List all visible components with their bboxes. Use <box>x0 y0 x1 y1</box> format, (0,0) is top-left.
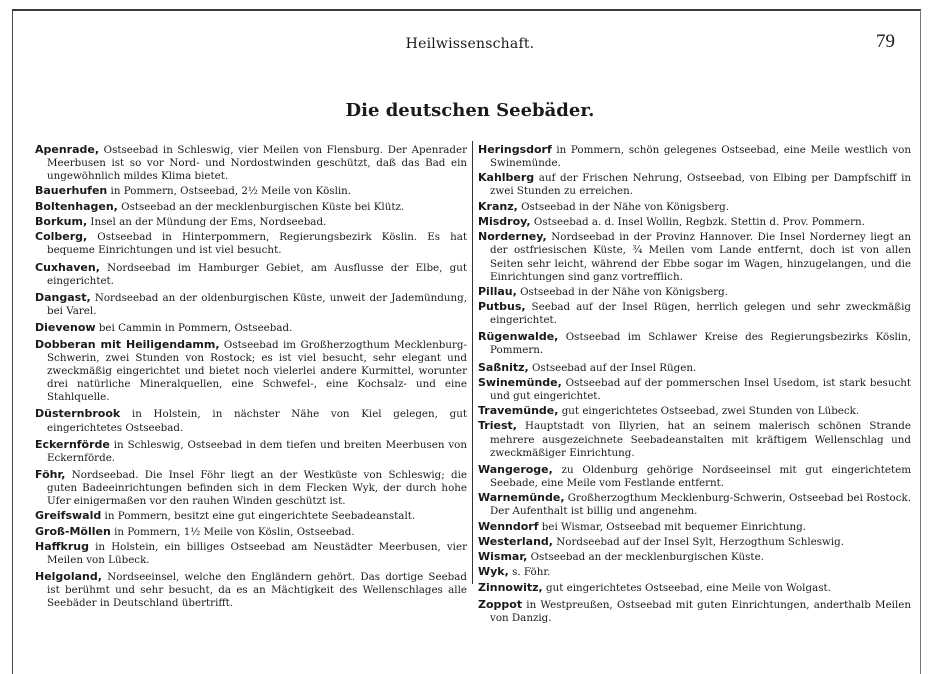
right-column <box>478 143 911 626</box>
entry <box>35 570 467 610</box>
entry-headword: Wenndorf <box>478 519 539 533</box>
entry-text: in Pommern, 1½ Meile von Köslin, Ostseebad. <box>110 525 355 538</box>
entry-text: bei Cammin in Pommern, Ostseebad. <box>95 321 293 334</box>
entry-text: Hauptstadt von Illyrien, hat an seinem malerisch schönen Strande mehrere ausgezeichnete Seebadeanstalten mit kräftigem Wellenschlag und zweckmäßiger Einrichtung. <box>490 420 911 459</box>
entry-headword: Zinnowitz, <box>478 580 543 594</box>
entry-text: Ostseebad an der mecklenburgischen Küste bei Klütz. <box>117 200 405 213</box>
entry <box>478 143 911 170</box>
entry-headword: Rügenwalde, <box>478 330 559 344</box>
entry-headword: Apenrade, <box>35 143 100 156</box>
entry <box>478 419 911 459</box>
entry <box>478 230 911 283</box>
entry <box>35 215 467 229</box>
entry-headword: Dangast, <box>35 290 91 304</box>
entry <box>478 491 911 518</box>
entry-headword: Kahlberg <box>478 171 535 185</box>
left-column <box>35 143 467 612</box>
entry-headword: Dobberan mit Heiligendamm, <box>35 337 220 351</box>
entry-text: Nordseebad. Die Insel Föhr liegt an der Westküste von Schleswig; die guten Badeeinrichtungen befinden sich in dem Flecken Wyk, der durch hohe Ufer einigermaßen vor den rauhen Winden geschützt ist. <box>47 468 467 507</box>
page-title: Die deutschen Seebäder. <box>345 100 595 121</box>
entry-headword: Norderney, <box>478 230 547 244</box>
entry-headword: Greifswald <box>35 509 102 523</box>
entry-headword: Wismar, <box>478 550 528 564</box>
entry-text: Ostseebad im Schlawer Kreise des Regierungsbezirks Köslin, Pommern. <box>490 331 911 357</box>
entry-text: in Holstein, ein billiges Ostseebad am Neustädter Meerbusen, vier Meilen von Lübeck. <box>47 540 467 566</box>
entry <box>478 376 911 403</box>
entry <box>478 361 911 375</box>
entry <box>478 535 911 549</box>
entry-headword: Swinemünde, <box>478 375 562 389</box>
entry <box>35 338 467 404</box>
entry <box>35 230 467 257</box>
entry-text: Insel an der Mündung der Ems, Nordseebad. <box>87 216 327 229</box>
entry-text: s. Föhr. <box>508 566 551 579</box>
entry <box>35 540 467 567</box>
entry <box>35 438 467 465</box>
entry-text: Ostseebad a. d. Insel Wollin, Regbzk. Stettin d. Prov. Pommern. <box>530 216 865 229</box>
entry-text: Nordseebad im Hamburger Gebiet, am Ausflusse der Elbe, gut eingerichtet. <box>47 261 467 287</box>
entry <box>35 525 467 539</box>
entry <box>35 509 467 523</box>
entry-text: Nordseebad in der Provinz Hannover. Die Insel Norderney liegt an der ostfriesischen Küste, ¾ Meilen vom Lande entfernt, doch ist von allen Seiten sehr leicht, während der Ebbe sogar im Wagen, hinzugelangen, und die Einrichtungen sind ganz vortrefflich. <box>490 231 911 283</box>
entry-text: gut eingerichtetes Ostseebad, eine Meile von Wolgast. <box>542 581 831 594</box>
entry <box>478 550 911 564</box>
page-number: 79 <box>876 31 895 52</box>
entry-text: Ostseebad auf der Insel Rügen. <box>528 361 697 374</box>
entry-headword: Putbus, <box>478 300 526 314</box>
entry-headword: Haffkrug <box>35 539 89 553</box>
entry-text: Nordseebad auf der Insel Sylt, Herzogthum Schleswig. <box>552 535 845 548</box>
entry-headword: Wyk, <box>478 565 509 579</box>
entry-headword: Eckernförde <box>35 437 110 451</box>
entry-text: gut eingerichtetes Ostseebad, zwei Stunden von Lübeck. <box>558 405 860 418</box>
entry-headword: Wangeroge, <box>478 462 553 476</box>
entry-headword: Kranz, <box>478 199 518 213</box>
entry-headword: Föhr, <box>35 467 66 481</box>
entry-text: in Schleswig, Ostseebad in dem tiefen und breiten Meerbusen von Eckernförde. <box>47 438 467 464</box>
entry <box>35 321 467 335</box>
entry <box>478 330 911 357</box>
entry-headword: Düsternbrook <box>35 407 121 421</box>
entry <box>35 407 467 434</box>
entry-headword: Bauerhufen <box>35 184 108 198</box>
entry-text: in Pommern, schön gelegenes Ostseebad, eine Meile westlich von Swinemünde. <box>490 144 911 170</box>
entry-headword: Helgoland, <box>35 570 102 584</box>
entry-headword: Pillau, <box>478 284 517 298</box>
entry-text: in Holstein, in nächster Nähe von Kiel gelegen, gut eingerichtetes Ostseebad. <box>47 408 467 434</box>
entry <box>478 404 911 418</box>
entry <box>478 171 911 198</box>
entry-headword: Warnemünde, <box>478 491 565 505</box>
entry-text: Ostseebad in der Nähe von Königsberg. <box>516 285 729 298</box>
entry-headword: Misdroy, <box>478 215 531 229</box>
entry <box>478 200 911 214</box>
entry-headword: Cuxhaven, <box>35 260 100 274</box>
entry <box>478 463 911 490</box>
entry <box>35 261 467 288</box>
entry-text: Nordseebad an der oldenburgischen Küste, unweit der Jademündung, bei Varel. <box>47 291 467 317</box>
entry <box>35 184 467 198</box>
entry-headword: Groß-Möllen <box>35 524 111 538</box>
entry <box>478 581 911 595</box>
entry-text: Nordseeinsel, welche den Engländern gehört. Das dortige Seebad ist berühmt und sehr besucht, da es an Mächtigkeit des Wellenschlages alle Seebäder in Deutschland übertrifft. <box>47 571 467 610</box>
entry-headword: Boltenhagen, <box>35 199 118 213</box>
entry-text: Ostseebad in Schleswig, vier Meilen von Flensburg. Der Apenrader Meerbusen ist so vor Nord- und Nordostwinden geschützt, daß das Bad ein ungewöhnlich mildes Klima bietet. <box>47 144 467 183</box>
page-top-rule <box>12 9 921 11</box>
column-divider <box>472 141 473 584</box>
entry-text: Seebad auf der Insel Rügen, herrlich gelegen und sehr zweckmäßig eingerichtet. <box>490 301 911 327</box>
entry-text: Ostseebad in Hinterpommern, Regierungsbezirk Köslin. Es hat bequeme Einrichtungen und ist viel besucht. <box>47 231 467 257</box>
entry-headword: Westerland, <box>478 534 553 548</box>
entry-text: in Westpreußen, Ostseebad mit guten Einrichtungen, anderthalb Meilen von Danzig. <box>490 598 911 624</box>
entry <box>35 468 467 508</box>
entry-text: Ostseebad auf der pommerschen Insel Usedom, ist stark besucht und gut eingerichtet. <box>490 376 911 402</box>
entry-text: bei Wismar, Ostseebad mit bequemer Einrichtung. <box>538 520 807 533</box>
entry-text: in Pommern, besitzt eine gut eingerichtete Seebadeanstalt. <box>101 510 416 523</box>
entry-text: in Pommern, Ostseebad, 2½ Meile von Köslin. <box>107 185 352 198</box>
entry <box>478 520 911 534</box>
entry-text: Ostseebad im Großherzogthum Mecklenburg-Schwerin, zwei Stunden von Rostock; es ist viel besucht, sehr elegant und zweckmäßig eingerichtet und bietet noch vielerlei andere Kurmittel, worunter drei natürliche Mineralquellen, eine Schwefel-, eine Kochsalz- und eine Stahlquelle. <box>47 338 467 404</box>
entry <box>35 200 467 214</box>
entry <box>478 300 911 327</box>
entry-headword: Zoppot <box>478 597 523 611</box>
entry <box>478 598 911 625</box>
entry-text: Ostseebad in der Nähe von Königsberg. <box>517 200 730 213</box>
entry-text: auf der Frischen Nehrung, Ostseebad, von Elbing per Dampfschiff in zwei Stunden zu erreichen. <box>490 172 911 198</box>
entry-text: Großherzogthum Mecklenburg-Schwerin, Ostseebad bei Rostock. Der Aufenthalt ist billig und angenehm. <box>490 492 911 518</box>
entry <box>478 565 911 579</box>
entry-text: zu Oldenburg gehörige Nordseeinsel mit gut eingerichtetem Seebade, eine Meile vom Festlande entfernt. <box>490 463 911 489</box>
entry <box>478 215 911 229</box>
entry-headword: Heringsdorf <box>478 143 552 156</box>
entry-headword: Saßnitz, <box>478 360 529 374</box>
entry-headword: Borkum, <box>35 215 88 229</box>
entry <box>35 143 467 183</box>
running-head: Heilwissenschaft. <box>405 36 535 52</box>
entry-headword: Dievenow <box>35 320 96 334</box>
entry-headword: Travemünde, <box>478 404 559 418</box>
entry <box>478 285 911 299</box>
entry <box>35 291 467 318</box>
entry-text: Ostseebad an der mecklenburgischen Küste. <box>527 551 764 564</box>
entry-headword: Triest, <box>478 419 517 433</box>
entry-headword: Colberg, <box>35 230 88 244</box>
